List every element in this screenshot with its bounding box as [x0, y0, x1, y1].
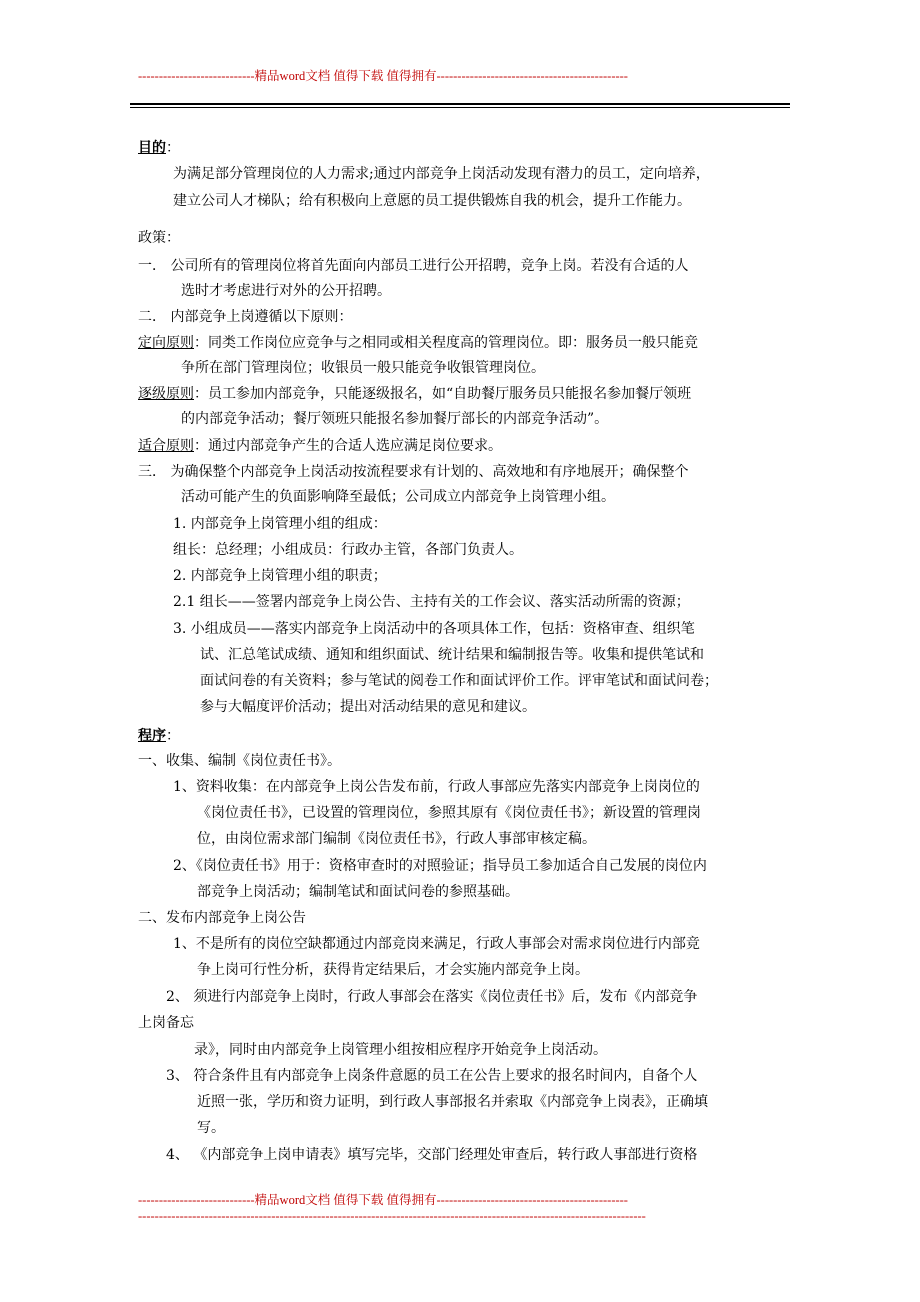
purpose-heading: 目的：	[138, 140, 180, 156]
procedure-step-2-4-line-1: 4、 《内部竞争上岗申请表》填写完毕，交部门经理处审查后，转行政人事部进行资格	[166, 1147, 698, 1163]
fit-principle: 适合原则：通过内部竞争产生的合适人选应满足岗位要求。	[138, 438, 502, 454]
procedure-step-2-1-line-1: 1、不是所有的岗位空缺都通过内部竞岗来满足，行政人事部会对需求岗位进行内部竞	[173, 936, 700, 952]
procedure-step-2-2-line-3: 录》，同时由内部竞争上岗管理小组按相应程序开始竞争上岗活动。	[194, 1042, 607, 1058]
orient-principle-cont: 争所在部门管理岗位；收银员一般只能竞争收银管理岗位。	[181, 360, 545, 376]
footer-banner: ----------------------------精品word文档 值得下载 值得拥有----------------------------------------------	[138, 1193, 628, 1207]
procedure-step-2-3-line-1: 3、 符合条件且有内部竞争上岗条件意愿的员工在公告上要求的报名时间内，自备个人	[166, 1068, 698, 1084]
step-principle-cont: 的内部竞争活动；餐厅领班只能报名参加餐厅部长的内部竞争活动”。	[181, 411, 609, 427]
policy-sub-1-detail: 组长：总经理；小组成员：行政办主管，各部门负责人。	[173, 542, 523, 558]
procedure-step-1: 一、收集、编制《岗位责任书》。	[138, 753, 341, 769]
policy-sub-2-1: 2.1 组长——签署内部竞争上岗公告、主持有关的工作会议、落实活动所需的资源；	[173, 594, 690, 610]
procedure-step-1-1-line-3: 位，由岗位需求部门编制《岗位责任书》，行政人事部审核定稿。	[197, 831, 596, 847]
policy-sub-3-line-3: 面试问卷的有关资料；参与笔试的阅卷工作和面试评价工作。评审笔试和面试问卷；	[200, 673, 718, 689]
policy-sub-1: 1. 内部竞争上岗管理小组的组成：	[173, 516, 387, 532]
header-rule-top	[130, 103, 790, 105]
procedure-step-1-1-line-2: 《岗位责任书》，已设置的管理岗位，参照其原有《岗位责任书》；新设置的管理岗	[197, 805, 701, 821]
policy-sub-3-line-2: 试、汇总笔试成绩、通知和组织面试、统计结果和编制报告等。收集和提供笔试和	[200, 647, 704, 663]
policy-heading: 政策：	[138, 230, 180, 246]
orient-principle-label: 定向原则	[138, 335, 194, 351]
procedure-heading: 程序：	[138, 728, 180, 744]
policy-item-3: 三． 为确保整个内部竞争上岗活动按流程要求有计划的、高效地和有序地展开；确保整个	[138, 464, 689, 480]
procedure-heading-label: 程序	[138, 728, 166, 744]
procedure-step-1-2-line-1: 2、《岗位责任书》用于：资格审查时的对照验证；指导员工参加适合自己发展的岗位内	[173, 858, 707, 874]
step-principle-label: 逐级原则	[138, 386, 194, 402]
procedure-step-1-2-line-2: 部竞争上岗活动；编制笔试和面试问卷的参照基础。	[197, 884, 519, 900]
procedure-step-2-1-line-2: 争上岗可行性分析，获得肯定结果后，才会实施内部竞争上岗。	[197, 962, 589, 978]
header-rule-bottom	[130, 107, 790, 108]
procedure-step-2-3-line-3: 写。	[197, 1120, 225, 1136]
policy-sub-3-line-1: 3. 小组成员——落实内部竞争上岗活动中的各项具体工作，包括：资格审查、组织笔	[173, 621, 695, 637]
procedure-step-2-3-line-2: 近照一张，学历和资力证明，到行政人事部报名并索取《内部竞争上岗表》，正确填	[197, 1094, 708, 1110]
orient-principle: 定向原则：同类工作岗位应竞争与之相同或相关程度高的管理岗位。即：服务员一般只能竞	[138, 335, 698, 351]
purpose-heading-label: 目的	[138, 140, 166, 156]
policy-item-1: 一． 公司所有的管理岗位将首先面向内部员工进行公开招聘，竞争上岗。若没有合适的人	[138, 258, 689, 274]
policy-item-2: 二． 内部竞争上岗遵循以下原则：	[138, 309, 353, 325]
policy-item-3-cont: 活动可能产生的负面影响降至最低；公司成立内部竞争上岗管理小组。	[181, 489, 615, 505]
footer-dash-line: --------------------------------------------------------------------------------------------------------------------------	[138, 1209, 646, 1223]
purpose-line-1: 为满足部分管理岗位的人力需求;通过内部竞争上岗活动发现有潜力的员工，定向培养，	[173, 166, 710, 182]
purpose-line-2: 建立公司人才梯队；给有积极向上意愿的员工提供锻炼自我的机会，提升工作能力。	[173, 193, 691, 209]
policy-sub-2: 2. 内部竞争上岗管理小组的职责；	[173, 568, 387, 584]
step-principle: 逐级原则：员工参加内部竞争，只能逐级报名，如“自助餐厅服务员只能报名参加餐厅领班	[138, 386, 692, 402]
procedure-step-2-2-line-2: 上岗备忘	[138, 1015, 194, 1031]
procedure-step-2: 二、发布内部竞争上岗公告	[138, 910, 306, 926]
policy-item-1-cont: 选时才考虑进行对外的公开招聘。	[181, 283, 391, 299]
procedure-step-2-2-line-1: 2、 须进行内部竞争上岗时，行政人事部会在落实《岗位责任书》后，发布《内部竞争	[166, 989, 698, 1005]
fit-principle-label: 适合原则	[138, 438, 194, 454]
header-banner: ----------------------------精品word文档 值得下载 值得拥有----------------------------------------------	[138, 69, 628, 83]
procedure-step-1-1-line-1: 1、资料收集：在内部竞争上岗公告发布前，行政人事部应先落实内部竞争上岗岗位的	[173, 779, 700, 795]
policy-sub-3-line-4: 参与大幅度评价活动；提出对活动结果的意见和建议。	[200, 699, 536, 715]
